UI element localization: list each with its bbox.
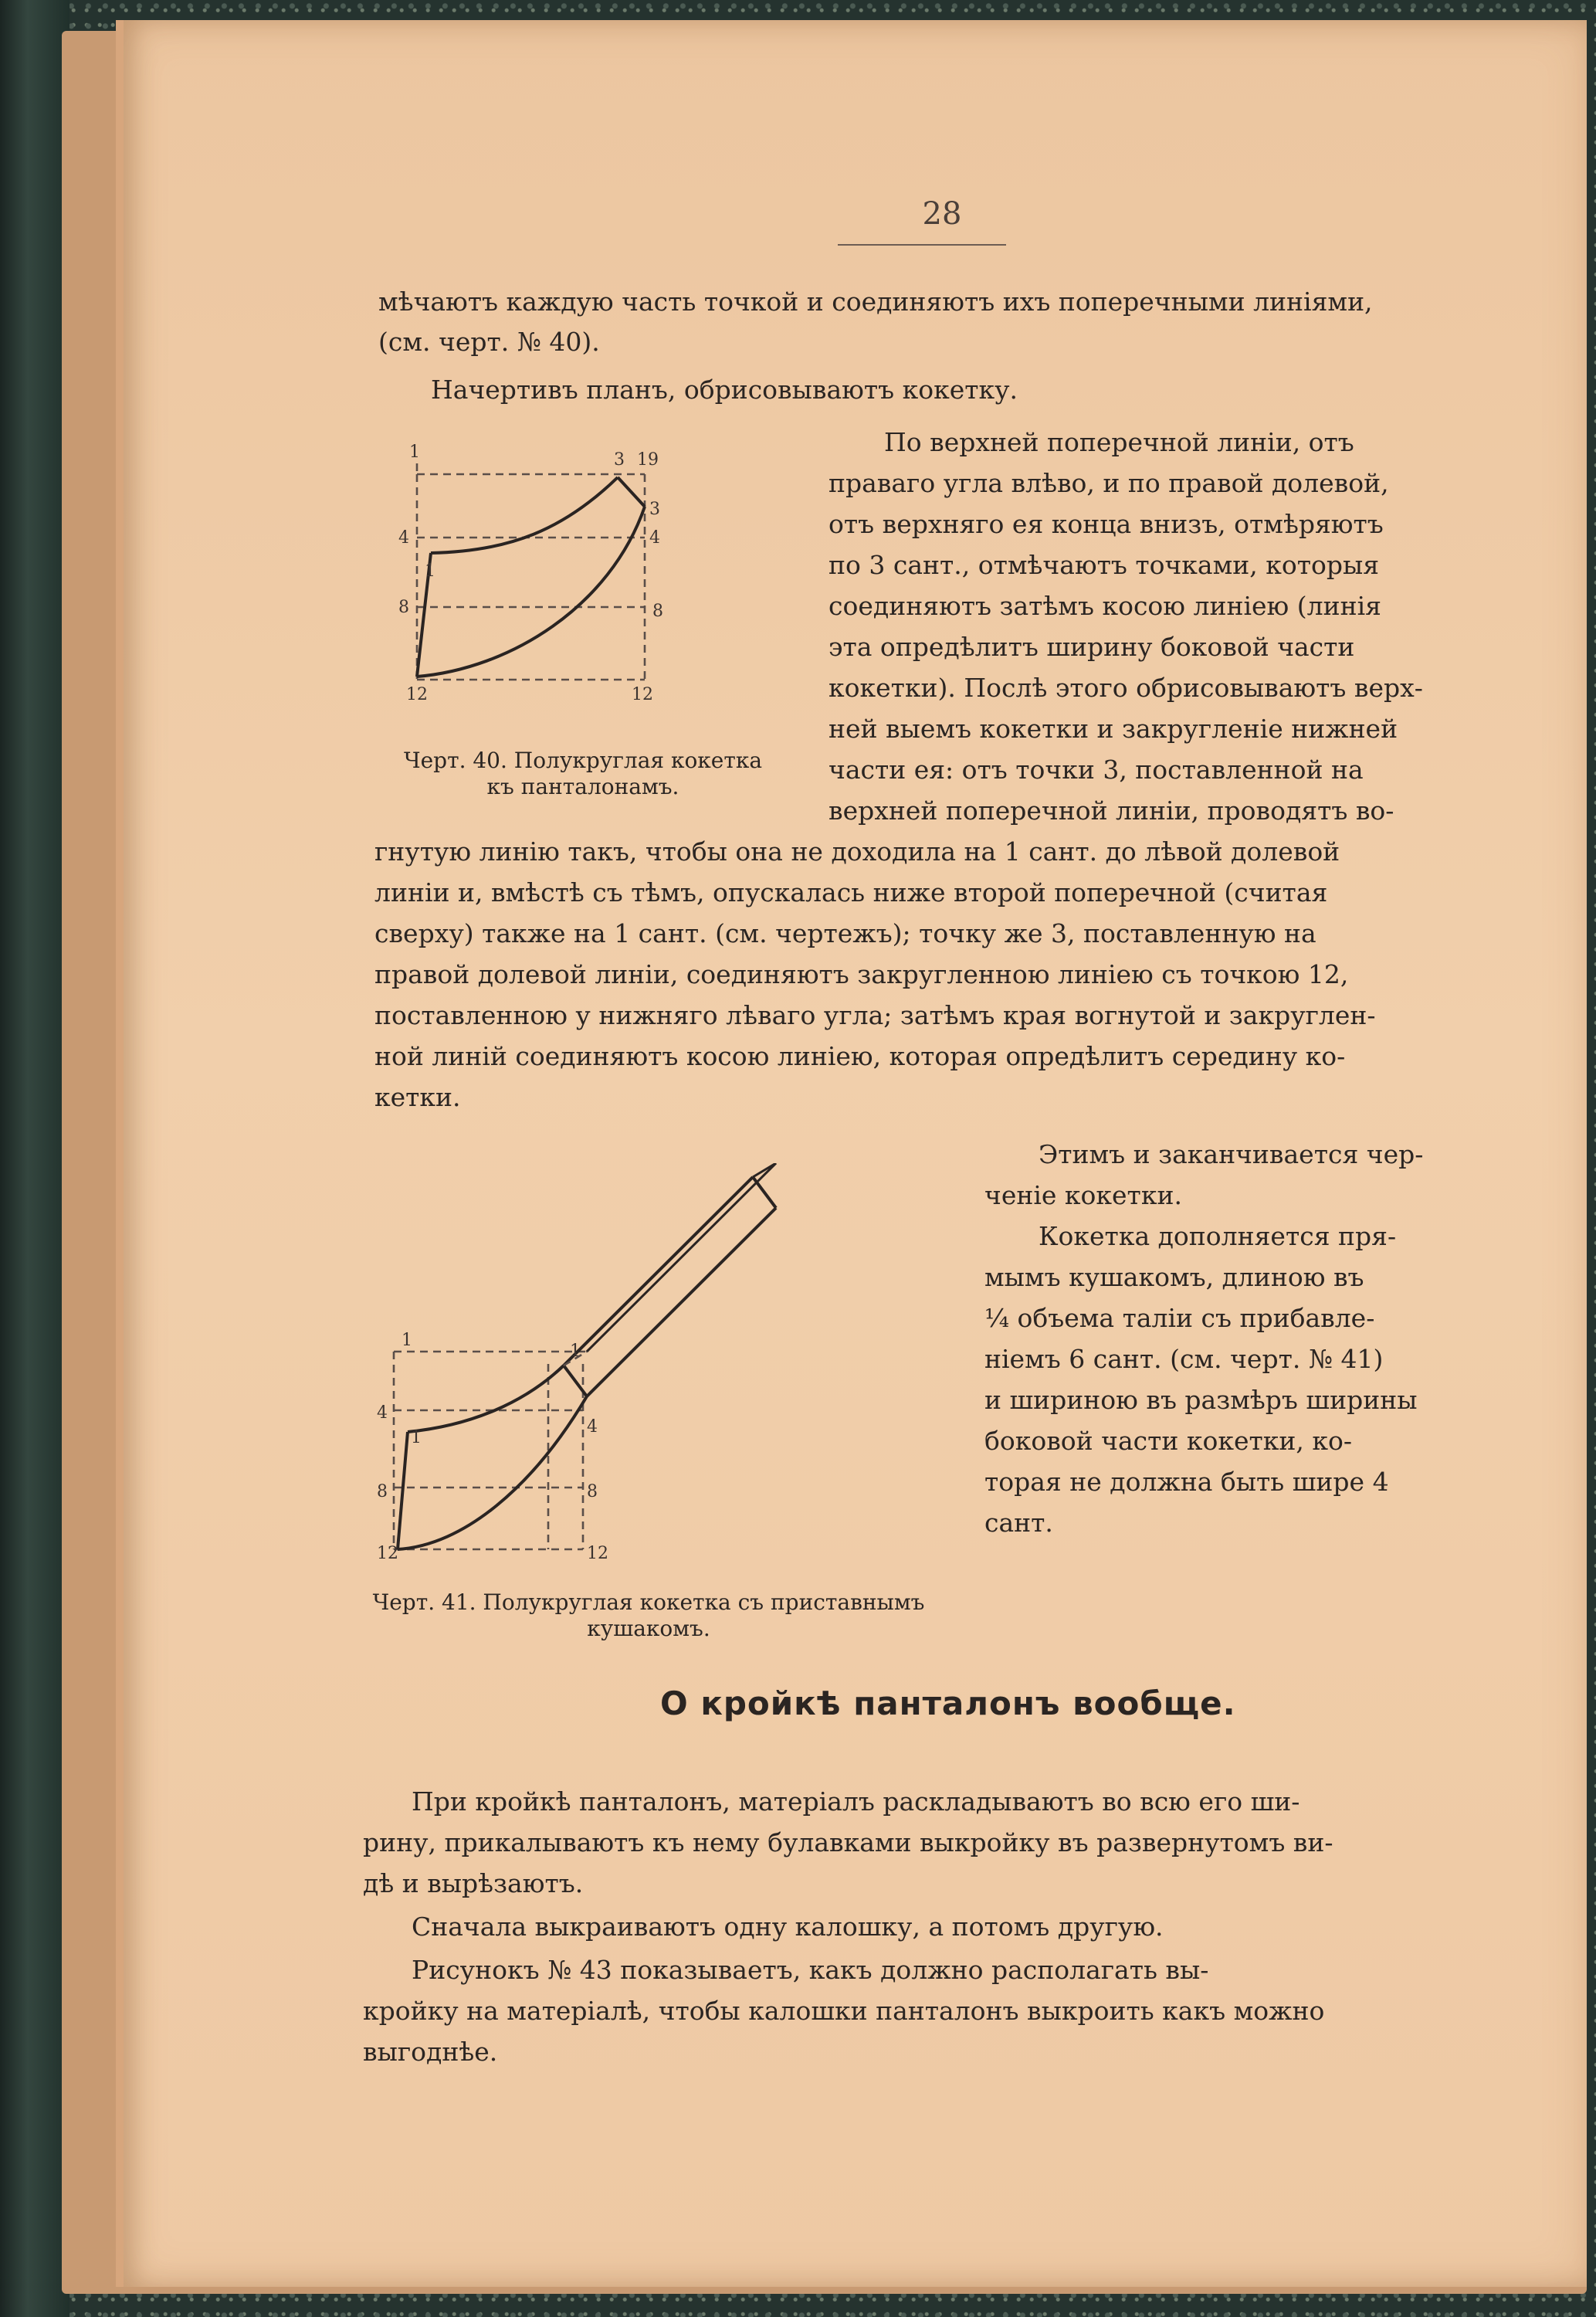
text-line: Рисунокъ № 43 показываетъ, какъ должно располагать вы- (412, 1955, 1209, 1985)
text-line: сант. (984, 1508, 1053, 1538)
text-line: ной линій соединяютъ косою линіею, которая опредѣлитъ середину ко- (374, 1041, 1346, 1071)
text-line: ніемъ 6 сант. (см. черт. № 41) (984, 1344, 1384, 1374)
text-line: Сначала выкраиваютъ одну калошку, а потомъ другую. (412, 1912, 1164, 1942)
caption-line: къ панталонамъ. (486, 774, 679, 799)
fig41-label: 12 (587, 1544, 608, 1563)
fig40-label: 8 (652, 602, 663, 621)
text-line: мѣчаютъ каждую часть точкой и соединяютъ ихъ поперечными линіями, (378, 287, 1373, 317)
fig40-label: 19 (637, 450, 659, 470)
text-line: поставленною у нижняго лѣваго угла; затѣмъ края вогнутой и закруглен- (374, 1000, 1376, 1030)
fig40-label: 1 (409, 443, 420, 462)
fig40-label: 4 (398, 528, 409, 548)
text-line: Кокетка дополняется пря- (1039, 1221, 1397, 1251)
page-number-rule (838, 244, 1006, 246)
text-line: гнутую линію такъ, чтобы она не доходила на 1 сант. до лѣвой долевой (374, 836, 1340, 867)
fig41-label: 4 (587, 1417, 598, 1437)
text-line: дѣ и вырѣзаютъ. (363, 1868, 584, 1898)
figure-40-caption (374, 748, 791, 800)
fig41-label: 4 (377, 1403, 388, 1423)
fig40-label: 12 (632, 685, 653, 704)
fig41-label: 8 (587, 1482, 598, 1501)
text-line: части ея: отъ точки 3, поставленной на (828, 755, 1364, 785)
text-line: кокетки). Послѣ этого обрисовываютъ верх- (828, 673, 1423, 703)
text-line: (см. черт. № 40). (378, 327, 600, 357)
fig40-label: 4 (649, 528, 660, 548)
fig40-label: 12 (406, 685, 428, 704)
text-line: ченіе кокетки. (984, 1180, 1182, 1210)
book-spine (0, 0, 69, 2317)
fig41-label: 1 (411, 1428, 422, 1447)
fig41-construction-grid (394, 1352, 587, 1549)
text-line: рину, прикалываютъ къ нему булавками выкройку въ развернутомъ ви- (363, 1827, 1333, 1857)
figure-41-drawing (355, 1163, 942, 1580)
fig40-label: 1 (425, 561, 435, 581)
text-line: линіи и, вмѣстѣ съ тѣмъ, опускалась ниже второй поперечной (считая (374, 877, 1328, 907)
figure-40-drawing (386, 437, 896, 723)
text-line: сверху) также на 1 сант. (см. чертежъ); точку же 3, поставленную на (374, 918, 1316, 948)
text-line: боковой части кокетки, ко- (984, 1426, 1353, 1456)
text-line: эта опредѣлитъ ширину боковой части (828, 632, 1355, 662)
fig41-label: 12 (377, 1544, 398, 1563)
book-page (116, 20, 1587, 2287)
text-line: праваго угла влѣво, и по правой долевой, (828, 468, 1389, 498)
text-line: При кройкѣ панталонъ, матеріалъ раскладываютъ во всю его ши- (412, 1786, 1300, 1817)
text-line: отъ верхняго ея конца внизъ, отмѣряютъ (828, 509, 1384, 539)
section-heading: О кройкѣ панталонъ вообще. (660, 1684, 1236, 1722)
text-line: ней выемъ кокетки и закругленіе нижней (828, 714, 1398, 744)
text-line: выгоднѣе. (363, 2037, 498, 2067)
fig40-label: 3 (614, 450, 625, 470)
caption-line: Черт. 40. Полукруглая кокетка (403, 748, 763, 773)
text-line: кетки. (374, 1082, 461, 1112)
fig41-label: 8 (377, 1482, 388, 1501)
text-line: торая не должна быть шире 4 (984, 1467, 1389, 1497)
text-line: Этимъ и заканчивается чер- (1039, 1139, 1424, 1169)
page-number: 28 (922, 196, 962, 232)
fig40-yoke-outline (417, 477, 645, 677)
fig41-label: 1 (402, 1331, 412, 1350)
fig40-label: 3 (649, 500, 660, 519)
text-line: мымъ кушакомъ, длиною въ (984, 1262, 1364, 1292)
text-line: По верхней поперечной линіи, отъ (884, 427, 1354, 457)
caption-line: кушакомъ. (587, 1616, 710, 1641)
text-line: верхней поперечной линіи, проводятъ во- (828, 796, 1394, 826)
figure-41-caption (347, 1589, 950, 1642)
text-line: ¼ объема таліи съ прибавле- (984, 1303, 1375, 1333)
text-line: соединяютъ затѣмъ косою линіею (линія (828, 591, 1381, 621)
text-line: правой долевой линіи, соединяютъ закругленною линіею съ точкою 12, (374, 959, 1349, 989)
text-line: Начертивъ планъ, обрисовываютъ кокетку. (431, 375, 1018, 405)
text-line: кройку на матеріалѣ, чтобы калошки панталонъ выкроить какъ можно (363, 1996, 1325, 2026)
caption-line: Черт. 41. Полукруглая кокетка съ приставнымъ (372, 1589, 925, 1615)
fig41-label: 1 (570, 1342, 581, 1361)
text-line: по 3 сант., отмѣчаютъ точками, которыя (828, 550, 1380, 580)
text-line: и шириною въ размѣръ ширины (984, 1385, 1418, 1415)
fig40-label: 8 (398, 598, 409, 617)
